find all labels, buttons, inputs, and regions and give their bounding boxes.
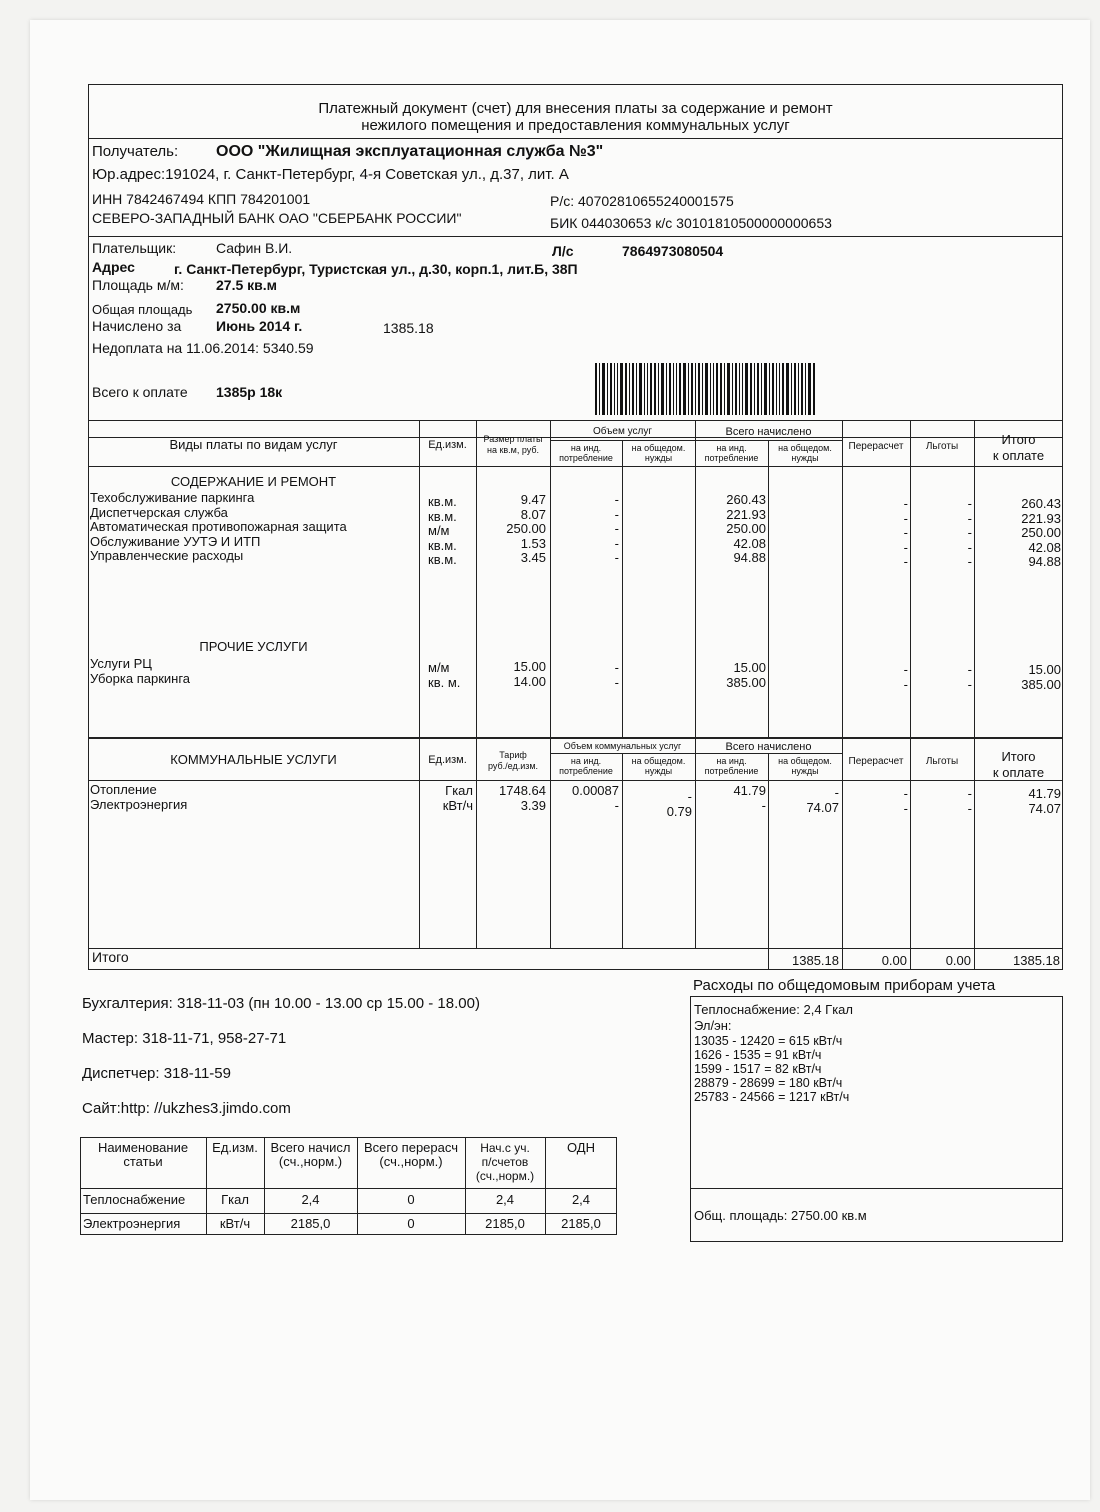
utilities-header-chg-com-1: на общедом. [778, 756, 832, 766]
divider [768, 440, 769, 738]
odn-header-with-meters: Нач.с уч. п/счетов (сч.,норм.) [475, 1141, 535, 1183]
section2-charged: 15.00 385.00 [726, 660, 766, 690]
utilities-header-total-2: к оплате [992, 765, 1045, 780]
document-title-line2: нежилого помещения и предоставления коммунальных услуг [361, 117, 790, 134]
recipient-inn-kpp: ИНН 7842467494 КПП 784201001 [92, 191, 311, 207]
odn-header-odn: ОДН [566, 1140, 596, 1155]
divider [88, 138, 1063, 139]
recipient-label: Получатель: [92, 143, 179, 160]
contact-site: Сайт:http: //ukzhes3.jimdo.com [82, 1100, 291, 1117]
divider [910, 738, 911, 970]
divider [419, 738, 420, 948]
odn-panel-title: Расходы по общедомовым приборам учета [693, 977, 996, 994]
area-label: Площадь м/м: [92, 277, 184, 293]
total-due-label: Всего к оплате [92, 384, 188, 400]
utilities-header-chg-ind-2: потребление [704, 766, 759, 776]
section1-recalc: - - - - - [903, 496, 908, 569]
payer-name: Сафин В.И. [216, 240, 293, 256]
col-header-total-2: к оплате [992, 448, 1045, 463]
divider [88, 780, 1063, 781]
divider [550, 753, 842, 754]
divider [622, 440, 623, 738]
col-header-vol-ind-2: потребление [559, 453, 613, 463]
section2-rates: 15.00 14.00 [513, 659, 546, 689]
utilities-header-charged: Всего начислено [725, 741, 812, 753]
col-header-chg-com-2: нужды [791, 453, 819, 463]
utilities-header-chg-ind-1: на инд. [716, 756, 747, 766]
itogo-recalc: 0.00 [881, 953, 907, 968]
total-area-label: Общая площадь [92, 302, 193, 317]
payer-label: Плательщик: [92, 240, 177, 256]
recipient-bik: БИК 044030653 к/с 30101810500000000653 [550, 215, 832, 231]
charged-period: Июнь 2014 г. [216, 318, 303, 334]
utility-chg-common: - 74.07 [806, 785, 839, 815]
payment-document [30, 20, 1090, 1500]
section1-service-names: Техобслуживание паркинга Диспетчерская служба Автоматическая противопожарная защита Обслуживание УУТЭ И ИТП Управленческие расходы [90, 490, 347, 563]
odn-row-heat-recalc: 0 [407, 1192, 415, 1207]
section-title-other: ПРОЧИЕ УСЛУГИ [199, 639, 308, 654]
divider [622, 753, 623, 948]
utility-tariffs: 1748.64 3.39 [499, 783, 546, 813]
utility-totals: 41.79 74.07 [1028, 786, 1061, 816]
itogo-charged: 1385.18 [792, 953, 839, 968]
utilities-header-chg-com-2: нужды [791, 766, 819, 776]
odn-header-charged: Всего начисл (сч.,норм.) [270, 1140, 351, 1169]
section1-vol-individual: - - - - - [614, 492, 619, 565]
col-header-unit: Ед.изм. [428, 439, 467, 451]
itogo-total: 1385.18 [1013, 953, 1060, 968]
odn-row-electricity-recalc: 0 [407, 1216, 415, 1231]
col-header-chg-com-1: на общедом. [778, 443, 832, 453]
divider [419, 420, 420, 738]
odn-panel-electricity-label: Эл/эн: [694, 1018, 732, 1033]
section2-units: м/м кв. м. [428, 660, 461, 690]
utilities-header-total-1: Итого [1001, 749, 1036, 764]
section1-charged: 260.43 221.93 250.00 42.08 94.88 [726, 492, 766, 565]
odn-header-recalc: Всего перерасч (сч.,норм.) [363, 1140, 458, 1169]
col-header-volume: Объем услуг [592, 426, 652, 437]
recipient-bank: СЕВЕРО-ЗАПАДНЫЙ БАНК ОАО "СБЕРБАНК РОССИИ" [92, 210, 462, 226]
utilities-header-vol-ind-2: потребление [559, 766, 613, 776]
odn-row-heat-odn: 2,4 [571, 1192, 591, 1207]
total-area-value: 2750.00 кв.м [216, 300, 301, 316]
utility-vol-common: - 0.79 [666, 789, 692, 819]
col-header-chg-ind-2: потребление [704, 453, 759, 463]
section2-service-names: Услуги РЦ Уборка паркинга [90, 656, 191, 686]
debt-line: Недоплата на 11.06.2014: 5340.59 [92, 340, 314, 356]
barcode [595, 363, 835, 415]
odn-row-heat-with-meters: 2,4 [495, 1192, 515, 1207]
divider [476, 420, 477, 738]
charged-amount: 1385.18 [383, 320, 434, 336]
utilities-header-vol-com-2: нужды [644, 766, 673, 776]
col-header-vol-com-2: нужды [644, 453, 673, 463]
odn-row-electricity-unit: кВт/ч [219, 1216, 251, 1231]
area-value: 27.5 кв.м [216, 277, 277, 293]
section1-totals: 260.43 221.93 250.00 42.08 94.88 [1021, 496, 1061, 569]
section2-vol-individual: - - [614, 660, 619, 690]
divider [690, 1188, 1063, 1189]
utility-recalc: - - [903, 786, 908, 816]
itogo-benefits: 0.00 [945, 953, 971, 968]
col-header-recalc: Перерасчет [848, 441, 904, 452]
document-title-line1: Платежный документ (счет) для внесения платы за содержание и ремонт [318, 100, 833, 117]
divider [88, 236, 1063, 237]
col-header-vol-ind-1: на инд. [570, 443, 602, 453]
divider [550, 420, 551, 738]
recipient-name: ООО "Жилищная эксплуатационная служба №3" [216, 143, 604, 160]
col-header-rate-1: Размер платы [483, 434, 543, 444]
col-header-chg-ind-1: на инд. [716, 443, 747, 453]
section1-units: кв.м. кв.м. м/м кв.м. кв.м. [428, 494, 457, 567]
utilities-header-tariff-2: руб./ед.изм. [487, 761, 539, 771]
divider [88, 466, 1063, 467]
utility-vol-individual: 0.00087 - [572, 783, 619, 813]
odn-row-electricity-charged: 2185,0 [290, 1216, 331, 1231]
divider [695, 420, 696, 738]
odn-row-electricity-with-meters: 2185,0 [485, 1216, 525, 1231]
odn-row-electricity-odn: 2185,0 [561, 1216, 601, 1231]
col-header-type: Виды платы по видам услуг [169, 437, 338, 452]
odn-panel [690, 996, 1063, 1242]
utility-units: Гкал кВт/ч [442, 783, 473, 813]
section2-recalc: - - [903, 662, 908, 692]
odn-header-unit: Ед.изм. [212, 1140, 258, 1155]
section2-totals: 15.00 385.00 [1021, 662, 1061, 692]
section-title-maintenance: СОДЕРЖАНИЕ И РЕМОНТ [170, 474, 337, 489]
utility-names: Отопление Электроэнергия [90, 782, 188, 812]
utility-benefits: - - [967, 786, 972, 816]
utilities-header-vol-com-1: на общедом. [631, 756, 686, 766]
itogo-label: Итого [92, 949, 129, 965]
odn-header-name: Наименование статьи [97, 1140, 189, 1169]
odn-row-electricity-name: Электроэнергия [83, 1216, 181, 1231]
col-header-benefits: Льготы [925, 441, 959, 452]
col-header-charged: Всего начислено [725, 426, 812, 438]
divider [842, 738, 843, 970]
address-value: г. Санкт-Петербург, Туристская ул., д.30, корп.1, лит.Б, 38П [174, 261, 578, 277]
odn-row-heat-charged: 2,4 [301, 1192, 320, 1207]
utilities-header-tariff-1: Тариф [499, 750, 527, 760]
contact-accounting: Бухгалтерия: 318-11-03 (пн 10.00 - 13.00 ср 15.00 - 18.00) [82, 995, 480, 1012]
col-header-vol-com-1: на общедом. [631, 443, 686, 453]
contact-master: Мастер: 318-11-71, 958-27-71 [82, 1030, 287, 1047]
utilities-header-volume: Объем коммунальных услуг [563, 741, 682, 751]
section2-benefits: - - [967, 662, 972, 692]
utilities-header-title: КОММУНАЛЬНЫЕ УСЛУГИ [170, 752, 337, 767]
section1-benefits: - - - - - [967, 496, 972, 569]
address-label: Адрес [92, 259, 135, 275]
odn-row-heat-name: Теплоснабжение [83, 1192, 186, 1207]
charged-label: Начислено за [92, 318, 182, 334]
recipient-account: Р/с: 40702810655240001575 [550, 193, 734, 209]
divider [550, 440, 842, 441]
odn-panel-heat: Теплоснабжение: 2,4 Гкал [694, 1002, 853, 1017]
utilities-header-recalc: Перерасчет [848, 756, 904, 767]
divider [80, 1213, 617, 1214]
ls-label: Л/с [552, 243, 574, 259]
section1-rates: 9.47 8.07 250.00 1.53 3.45 [506, 492, 546, 565]
total-due-value: 1385р 18к [216, 384, 283, 400]
odn-panel-readings: 13035 - 12420 = 615 кВт/ч 1626 - 1535 = 91 кВт/ч 1599 - 1517 = 82 кВт/ч 28879 - 28699 = 180 кВт/ч 25783 - 24566 = 1217 кВт/ч [694, 1034, 850, 1104]
utilities-header-vol-ind-1: на инд. [570, 756, 602, 766]
recipient-address: Юр.адрес:191024, г. Санкт-Петербург, 4-я Советская ул., д.37, лит. А [92, 166, 569, 183]
ls-value: 7864973080504 [622, 243, 724, 259]
divider [88, 948, 1063, 949]
contact-dispatcher: Диспетчер: 318-11-59 [82, 1065, 231, 1082]
col-header-total-1: Итого [1001, 432, 1036, 447]
odn-panel-total-area: Общ. площадь: 2750.00 кв.м [694, 1208, 867, 1223]
utilities-header-unit: Ед.изм. [428, 754, 467, 766]
col-header-rate-2: на кв.м, руб. [486, 445, 540, 455]
odn-row-heat-unit: Гкал [221, 1192, 249, 1207]
utility-chg-individual: 41.79 - [733, 783, 766, 813]
divider [80, 1188, 617, 1189]
utilities-header-benefits: Льготы [925, 756, 959, 767]
